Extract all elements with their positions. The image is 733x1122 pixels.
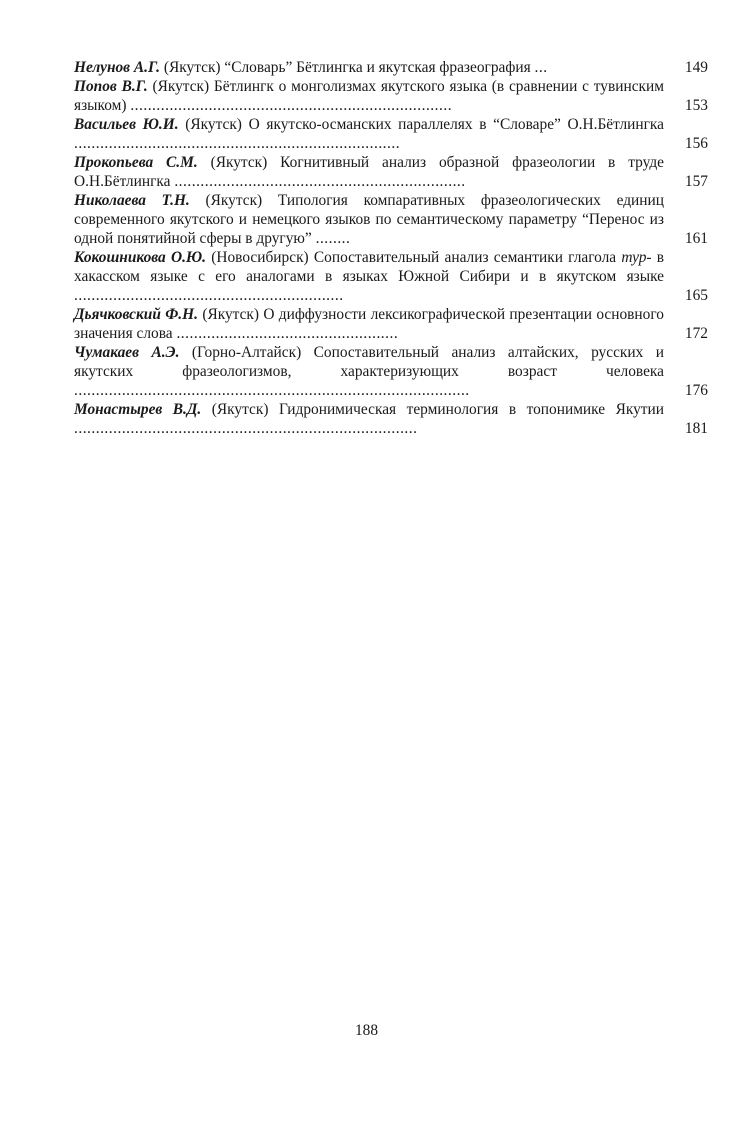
toc-title: (Якутск) О якутско-османских параллелях в “Словаре” О.Н.Бётлингка — [178, 116, 664, 133]
toc-leader: ................................................................... — [174, 173, 466, 190]
toc-entry — [74, 58, 708, 77]
toc-leader: ... — [534, 59, 548, 76]
table-of-contents — [74, 58, 708, 438]
toc-entry — [74, 191, 708, 248]
toc-leader: ................................................... — [176, 325, 399, 342]
toc-title: (Горно-Алтайск) Сопоставительный анализ алтайских, русских и якутских фразеологизмов, характеризующих возраст человека — [74, 344, 664, 380]
toc-author: Кокошникова О.Ю. — [74, 249, 207, 266]
toc-title: (Новосибирск) Сопоставительный анализ семантики глагола — [206, 249, 622, 266]
toc-entry — [74, 153, 708, 191]
toc-title: (Якутск) Бётлингк о монголизмах якутского языка (в сравнении с тувинским языком) — [74, 78, 664, 114]
toc-title-continued: в хакасском языке с его аналогами в языках Южной Сибири и в якутском языке — [74, 249, 664, 285]
toc-entry-text — [74, 58, 664, 77]
toc-entry — [74, 77, 708, 115]
toc-entry — [74, 305, 708, 343]
toc-entry — [74, 400, 708, 438]
toc-entry-text — [74, 248, 664, 305]
toc-entry-text — [74, 153, 664, 191]
toc-entry-text — [74, 77, 664, 115]
toc-leader: ........................................................................................... — [74, 382, 470, 399]
toc-author: Николаева Т.Н. — [74, 192, 190, 209]
toc-page-number: 149 — [684, 59, 708, 76]
toc-page-number: 156 — [684, 135, 708, 152]
toc-entry-text — [74, 400, 664, 438]
toc-page-number: 153 — [684, 97, 708, 114]
toc-leader: ............................................................................... — [74, 420, 418, 437]
toc-page-number: 181 — [684, 420, 708, 437]
toc-page-number: 157 — [684, 173, 708, 190]
toc-entry — [74, 248, 708, 305]
toc-page-number: 161 — [684, 230, 708, 247]
page-number: 188 — [354, 1022, 379, 1039]
toc-entry-text — [74, 115, 664, 153]
toc-page-number: 176 — [684, 382, 708, 399]
toc-author: Чумакаев А.Э. — [74, 344, 180, 361]
toc-leader: .......................................................................... — [130, 97, 453, 114]
toc-leader: ........................................................................... — [74, 135, 401, 152]
toc-author: Васильев Ю.И. — [74, 116, 179, 133]
toc-title: (Якутск) Типология компаративных фразеологических единиц современного якутского и немецкого языков по семантическому параметру “Перенос из одной понятийной сферы в другую” — [74, 192, 664, 247]
toc-page-number: 165 — [684, 287, 708, 304]
toc-entry-text — [74, 343, 664, 400]
toc-page-number: 172 — [684, 325, 708, 342]
toc-title: (Якутск) “Словарь” Бётлингка и якутская фразеография — [160, 59, 535, 76]
toc-leader: ........ — [315, 230, 351, 247]
toc-author: Дьячковский Ф.Н. — [74, 306, 198, 323]
toc-title: (Якутск) О диффузности лексикографической презентации основного значения слова — [74, 306, 664, 342]
toc-leader: .............................................................. — [74, 287, 344, 304]
toc-entry — [74, 115, 708, 153]
toc-title: (Якутск) Когнитивный анализ образной фразеологии в труде О.Н.Бётлингка — [74, 154, 664, 190]
toc-entry — [74, 343, 708, 400]
toc-author: Монастырев В.Д. — [74, 401, 202, 418]
toc-author: Нелунов А.Г. — [74, 59, 161, 76]
toc-entry-text — [74, 305, 664, 343]
toc-author: Прокопьева С.М. — [74, 154, 198, 171]
toc-author: Попов В.Г. — [74, 78, 148, 95]
toc-title: (Якутск) Гидронимическая терминология в топонимике Якутии — [201, 401, 665, 418]
toc-entry-text — [74, 191, 664, 248]
toc-italic-term: тур- — [621, 249, 652, 266]
